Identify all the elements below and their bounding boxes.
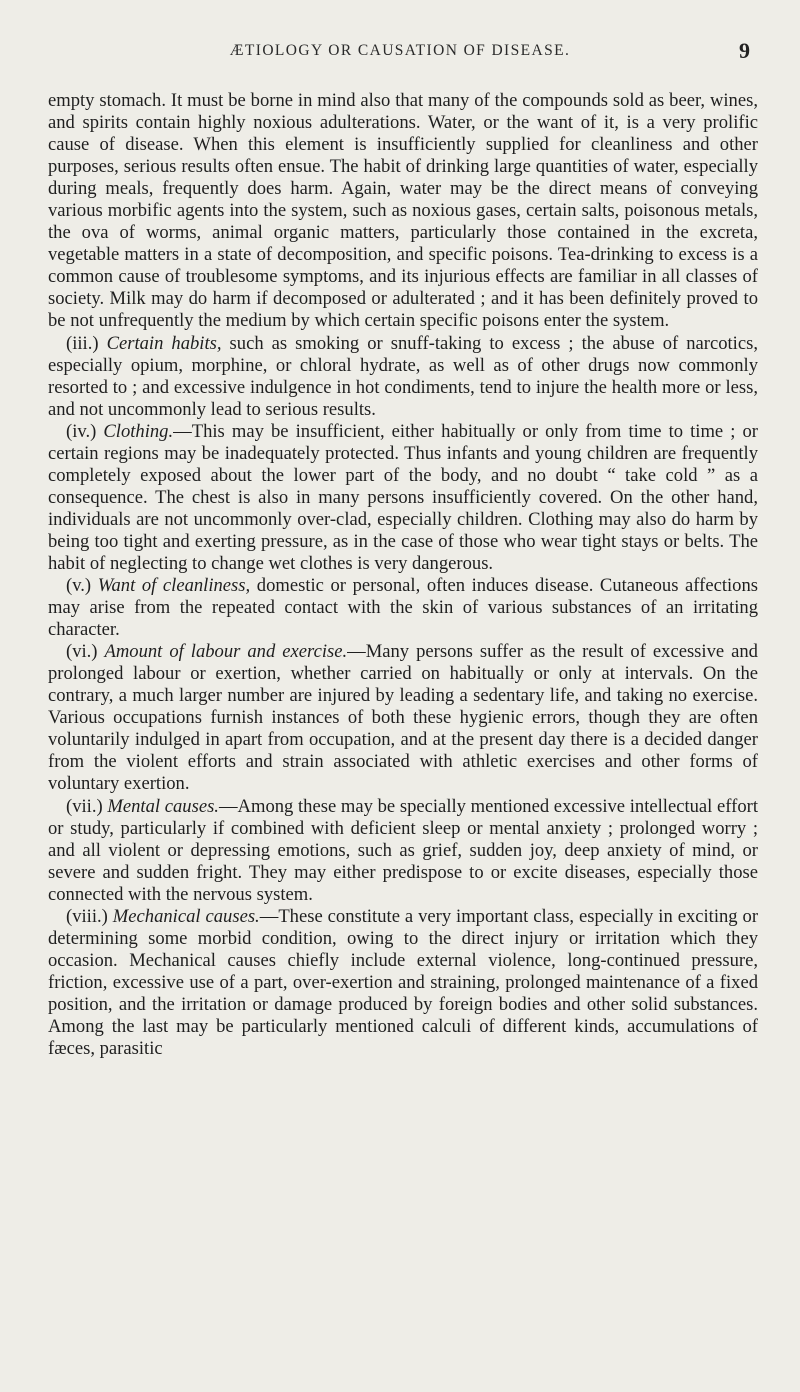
paragraph-labour (48, 641, 758, 795)
paragraph-continuation: empty stomach. It must be borne in mind also that many of the compounds sold as beer, wines, and spirits contain highly noxious adulterations. Water, or the want of it, is a very prolific cause of disease. When this element is insufficiently supplied for cleanliness and other purposes, serious results often ensue. The habit of drinking large quantities of water, especially during meals, frequently does harm. Again, water may be the direct means of conveying various morbific agents into the system, such as noxious gases, certain salts, poisonous metals, the ova of worms, animal organic matters, particularly those contained in the excreta, vegetable matters in a state of decomposition, and specific poisons. Tea-drinking to excess is a common cause of troublesome symptoms, and its injurious effects are familiar in all classes of society. Milk may do harm if decomposed or adulterated ; and it has been definitely proved to be not unfrequently the medium by which certain specific poisons enter the system. (48, 90, 758, 332)
body-text (48, 90, 758, 1060)
item-text: —These constitute a very important class, especially in exciting or determining some morbid condition, owing to the direct injury or irritation which they occasion. Mechanical causes chiefly include external violence, long-continued pressure, friction, excessive use of a part, over-exertion and straining, prolonged maintenance of a fixed position, and the irritation or damage produced by foreign bodies and other solid substances. Among the last may be particularly mentioned calculi of different kinds, accumulations of fæces, parasitic (48, 905, 759, 1060)
paragraph-cleanliness (48, 575, 758, 641)
paragraph-clothing (48, 421, 758, 575)
paragraph-habits (48, 333, 758, 421)
item-number: (iv.) (66, 420, 97, 442)
item-text: —Many persons suffer as the result of excessive and prolonged labour or exertion, whether carried on habitually or only at intervals. On the contrary, a much larger number are injured by leading a sedentary life, and taking no exercise. Various occupations furnish instances of both these hygienic errors, though they are often voluntarily indulged in apart from occupation, and at the present day there is a decided danger from the violent efforts and strain associated with athletic exercises and other forms of voluntary exertion. (48, 641, 758, 795)
item-heading: Mechanical causes. (112, 905, 260, 927)
item-heading: Want of cleanliness, (97, 575, 251, 597)
paragraph-mechanical (48, 906, 758, 1060)
item-number: (vii.) (66, 795, 103, 817)
item-heading: Amount of labour and exercise. (104, 641, 348, 663)
item-text: such as smoking or snuff-taking to excess ; the abuse of narcotics, especially opium, morphine, or chloral hydrate, as well as of other drugs now commonly resorted to ; and excessive indulgence in hot condiments, tend to injure the health more or less, and not uncommonly lead to serious results. (48, 332, 758, 420)
item-text: —Among these may be specially mentioned excessive intellectual effort or study, particularly if combined with deficient sleep or mental anxiety ; prolonged worry ; and all violent or depressing emotions, such as grief, sudden joy, deep anxiety of mind, or severe and sudden fright. They may either predispose to or excite diseases, especially those connected with the nervous system. (48, 795, 758, 905)
item-text: —This may be insufficient, either habitually or only from time to time ; or certain regions may be inadequately protected. Thus infants and young children are frequently completely exposed about the lower part of the body, and no doubt “ take cold ” as a consequence. The chest is also in many persons insufficiently covered. On the other hand, individuals are not uncommonly over-clad, especially children. Clothing may also do harm by being too tight and exerting pressure, as in the case of those who wear tight stays or belts. The habit of neglecting to change wet clothes is very dangerous. (48, 420, 759, 574)
item-number: (vi.) (66, 641, 98, 663)
page-number: 9 (739, 38, 750, 63)
item-number: (v.) (66, 575, 92, 597)
item-heading: Clothing. (103, 420, 174, 442)
running-head: ÆTIOLOGY OR CAUSATION OF DISEASE. (229, 42, 571, 59)
paragraph-mental (48, 796, 758, 906)
item-number: (iii.) (66, 332, 99, 354)
item-text: domestic or personal, often induces disease. Cutaneous affections may arise from the repeated contact with the skin of various substances of an irritating character. (48, 575, 758, 641)
item-heading: Certain habits, (106, 332, 222, 354)
item-number: (viii.) (66, 905, 108, 927)
item-heading: Mental causes. (107, 795, 219, 817)
